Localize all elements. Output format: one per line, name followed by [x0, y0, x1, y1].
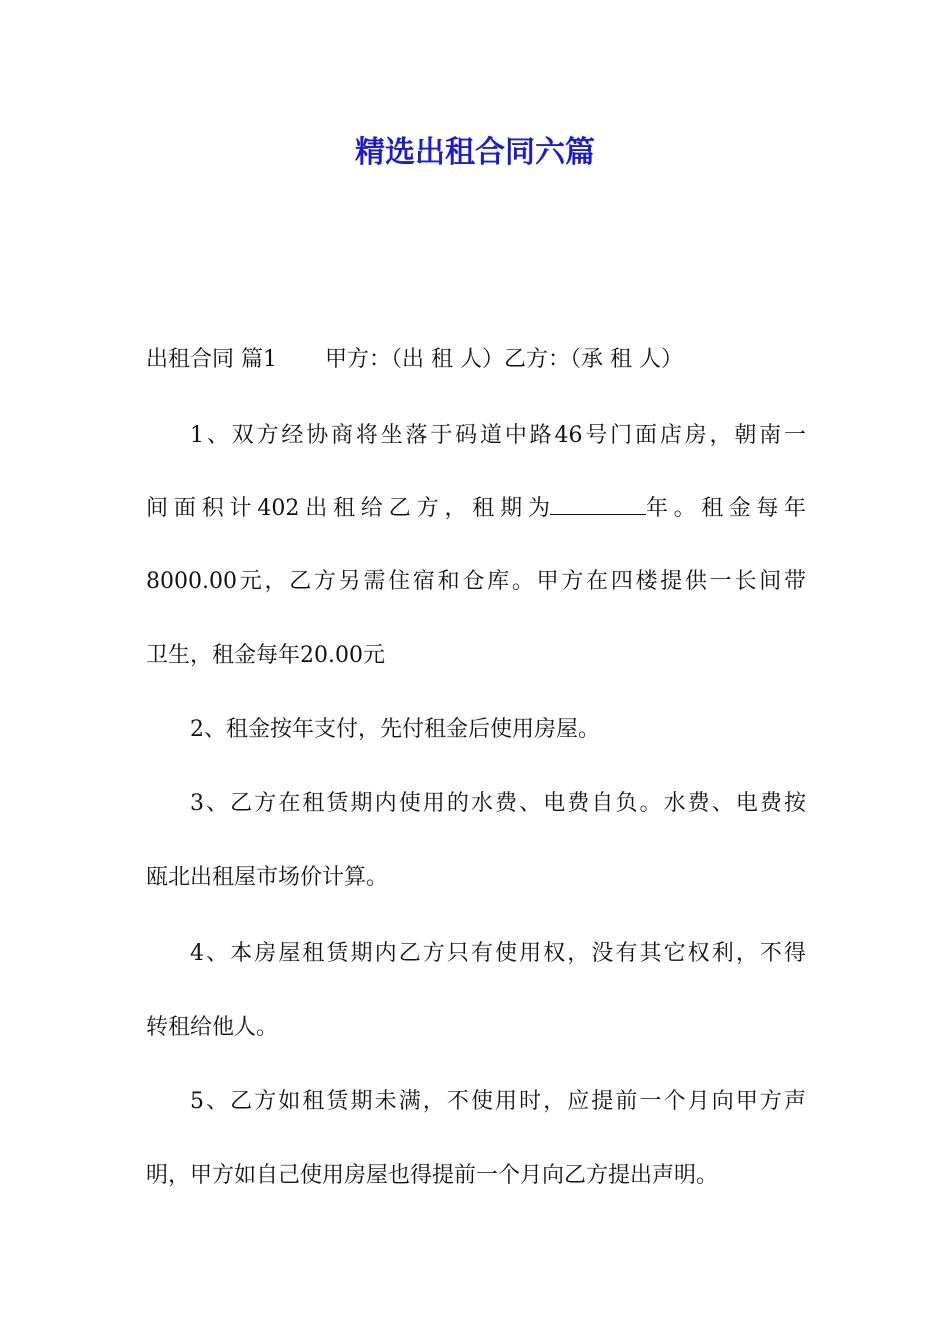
header-line [146, 342, 683, 378]
term-blank [550, 490, 646, 515]
clause-5-line-2: 明，甲方如自己使用房屋也得提前一个月向乙方提出声明。 [146, 1163, 719, 1188]
clause-4-line-2: 转租给他人。 [146, 1015, 279, 1040]
clause-3-line-2: 瓯北出租屋市场价计算。 [146, 865, 389, 890]
clause-3-line-1: 3、乙方在租赁期内使用的水费、电费自负。水费、电费按 [190, 791, 806, 816]
clause-1-line-4: 卫生，租金每年20.00元 [146, 643, 385, 668]
section-label: 出租合同 篇1 [146, 347, 277, 372]
party-line: 甲方：（出 租 人）乙方：（承 租 人） [325, 347, 683, 372]
clause-1-line-2: 间面积计402出租给乙方，租期为 年。租金每年 [146, 490, 806, 526]
clause-2-line-1: 2、租金按年支付，先付租金后使用房屋。 [190, 717, 600, 742]
clause-5-line-1: 5、乙方如租赁期未满，不使用时，应提前一个月向甲方声 [190, 1089, 806, 1114]
clause-1-line-3: 8000.00元，乙方另需住宿和仓库。甲方在四楼提供一长间带 [146, 569, 806, 594]
clause-4-line-1: 4、本房屋租赁期内乙方只有使用权，没有其它权利，不得 [190, 941, 806, 966]
clause-1-line-1: 1、双方经协商将坐落于码道中路46号门面店房，朝南一 [190, 423, 806, 448]
document-title: 精选出租合同六篇 [355, 135, 595, 170]
